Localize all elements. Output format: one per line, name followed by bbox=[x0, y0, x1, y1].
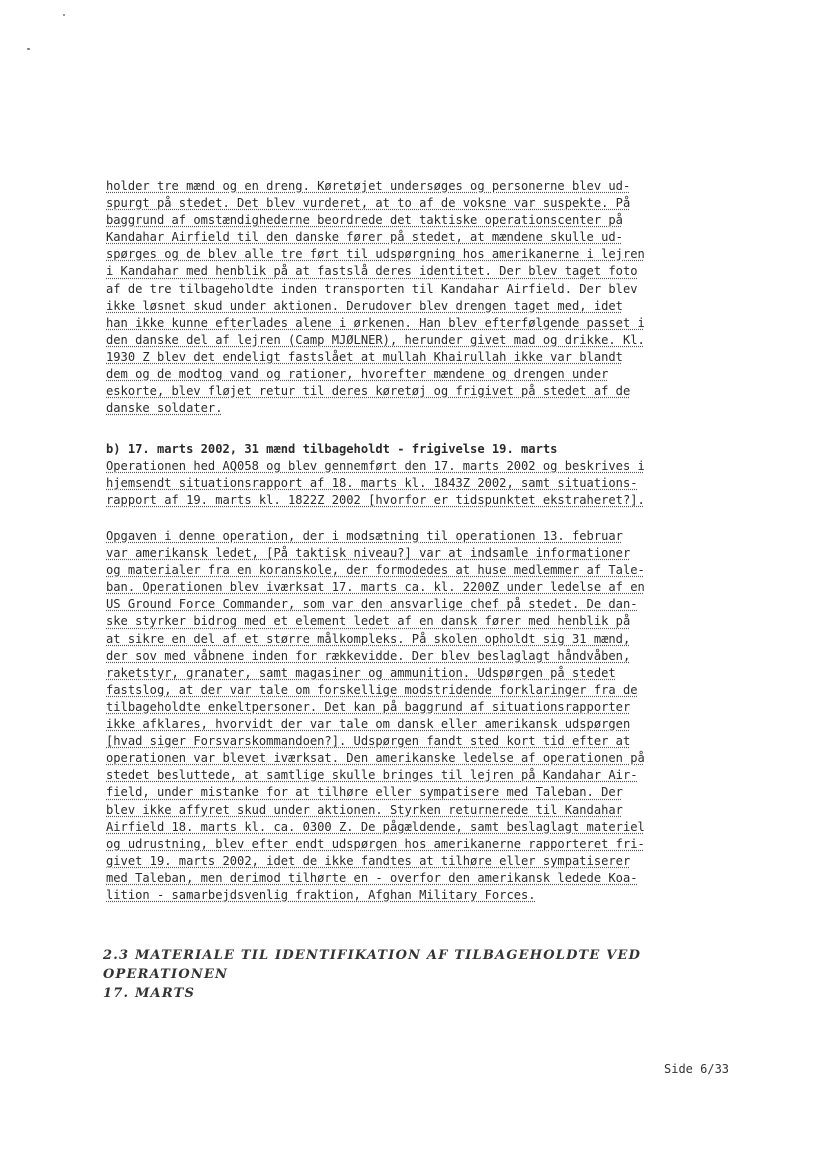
text-line: field, under mistanke for at tilhøre eller sympatisere med Taleban. Der bbox=[106, 785, 623, 800]
text-line: fastslog, at der var tale om forskellige modstridende forklaringer fra de bbox=[106, 682, 638, 697]
text-line: med Taleban, men derimod tilhørte en - overfor den amerikansk ledede Koa- bbox=[106, 870, 638, 885]
text-line: 1930 Z blev det endeligt fastslået at mullah Khairullah ikke var blandt bbox=[106, 349, 623, 364]
section-heading-line: 2.3 MATERIALE TIL IDENTIFIKATION AF TILBAGEHOLDTE VED OPERATIONEN bbox=[103, 948, 642, 982]
text-line: rapport af 19. marts kl. 1822Z 2002 [hvorfor er tidspunktet ekstraheret?]. bbox=[106, 493, 645, 508]
text-line: givet 19. marts 2002, idet de ikke fandtes at tilhøre eller sympatiserer bbox=[106, 853, 631, 868]
paragraph-detainees-feb bbox=[106, 178, 746, 417]
text-line: af de tre tilbageholdte inden transporten til Kandahar Airfield. Der blev bbox=[106, 281, 638, 296]
text-line: ikke afklares, hvorvidt der var tale om dansk eller amerikansk udspørgen bbox=[106, 717, 631, 732]
text-line: Operationen hed AQ058 og blev gennemført den 17. marts 2002 og beskrives i bbox=[106, 459, 645, 474]
text-line: eskorte, blev fløjet retur til deres køretøj og frigivet på stedet af de bbox=[106, 384, 631, 399]
scan-speck bbox=[63, 14, 65, 16]
text-line: raketstyr, granater, samt magasiner og ammunition. Udspørgen på stedet bbox=[106, 665, 616, 680]
section-b bbox=[106, 441, 746, 509]
text-line: operationen var blevet iværksat. Den amerikanske ledelse af operationen på bbox=[106, 751, 645, 766]
text-line: blev ikke affyret skud under aktionen. Styrken returnerede til Kandahar bbox=[106, 802, 623, 817]
text-line: ske styrker bidrog med et element ledet af en dansk fører med henblik på bbox=[106, 614, 631, 629]
text-line: og udrustning, blev efter endt udspørgen hos amerikanerne rapporteret fri- bbox=[106, 836, 645, 851]
text-line: at sikre en del af et større målkompleks. På skolen opholdt sig 31 mænd, bbox=[106, 631, 631, 646]
text-line: spørges og de blev alle tre ført til udspørgning hos amerikanerne i lejren bbox=[106, 247, 645, 262]
paragraph-operation-march bbox=[106, 528, 746, 904]
section-heading-2-3 bbox=[103, 946, 753, 1003]
page-number: Side 6/33 bbox=[664, 1062, 730, 1076]
text-line: dem og de modtog vand og rationer, hvorefter mændene og drengen under bbox=[106, 367, 609, 382]
text-line: stedet besluttede, at samtlige skulle bringes til lejren på Kandahar Air- bbox=[106, 768, 638, 783]
text-line: holder tre mænd og en dreng. Køretøjet undersøges og personerne blev ud- bbox=[106, 179, 631, 193]
text-line: Opgaven i denne operation, der i modsætning til operationen 13. februar bbox=[106, 529, 623, 543]
section-heading-line: 17. MARTS bbox=[103, 986, 196, 1001]
scan-speck bbox=[27, 48, 30, 50]
text-line: ikke løsnet skud under aktionen. Derudover blev drengen taget med, idet bbox=[106, 298, 623, 313]
text-line: hjemsendt situationsrapport af 18. marts kl. 1843Z 2002, samt situations- bbox=[106, 476, 638, 491]
text-line: var amerikansk ledet, [På taktisk niveau?] var at indsamle informationer bbox=[106, 546, 631, 561]
text-line: den danske del af lejren (Camp MJØLNER), herunder givet mad og drikke. Kl. bbox=[106, 332, 645, 347]
text-line: danske soldater. bbox=[106, 401, 223, 416]
text-line: han ikke kunne efterlades alene i ørkenen. Han blev efterfølgende passet i bbox=[106, 315, 645, 330]
section-b-heading: b) 17. marts 2002, 31 mænd tilbageholdt - frigivelse 19. marts bbox=[106, 442, 558, 456]
text-line: US Ground Force Commander, som var den ansvarlige chef på stedet. De dan- bbox=[106, 597, 638, 612]
text-line: baggrund af omstændighederne beordrede det taktiske operationscenter på bbox=[106, 213, 623, 228]
text-line: spurgt på stedet. Det blev vurderet, at to af de voksne var suspekte. På bbox=[106, 196, 631, 211]
text-line: [hvad siger Forsvarskommandoen?]. Udspørgen fandt sted kort tid efter at bbox=[106, 734, 631, 749]
text-line: og materialer fra en koranskole, der formodedes at huse medlemmer af Tale- bbox=[106, 563, 645, 578]
text-line: tilbageholdte enkeltpersoner. Det kan på baggrund af situationsrapporter bbox=[106, 699, 631, 714]
text-line: ban. Operationen blev iværksat 17. marts ca. kl. 2200Z under ledelse af en bbox=[106, 580, 645, 595]
text-line: der sov med våbnene inden for rækkevidde. Der blev beslaglagt håndvåben, bbox=[106, 648, 631, 663]
text-line: Kandahar Airfield til den danske fører på stedet, at mændene skulle ud- bbox=[106, 230, 623, 245]
text-line: lition - samarbejdsvenlig fraktion, Afghan Military Forces. bbox=[106, 887, 536, 902]
text-line: i Kandahar med henblik på at fastslå deres identitet. Der blev taget foto bbox=[106, 264, 638, 279]
text-line: Airfield 18. marts kl. ca. 0300 Z. De pågældende, samt beslaglagt materiel bbox=[106, 819, 645, 834]
